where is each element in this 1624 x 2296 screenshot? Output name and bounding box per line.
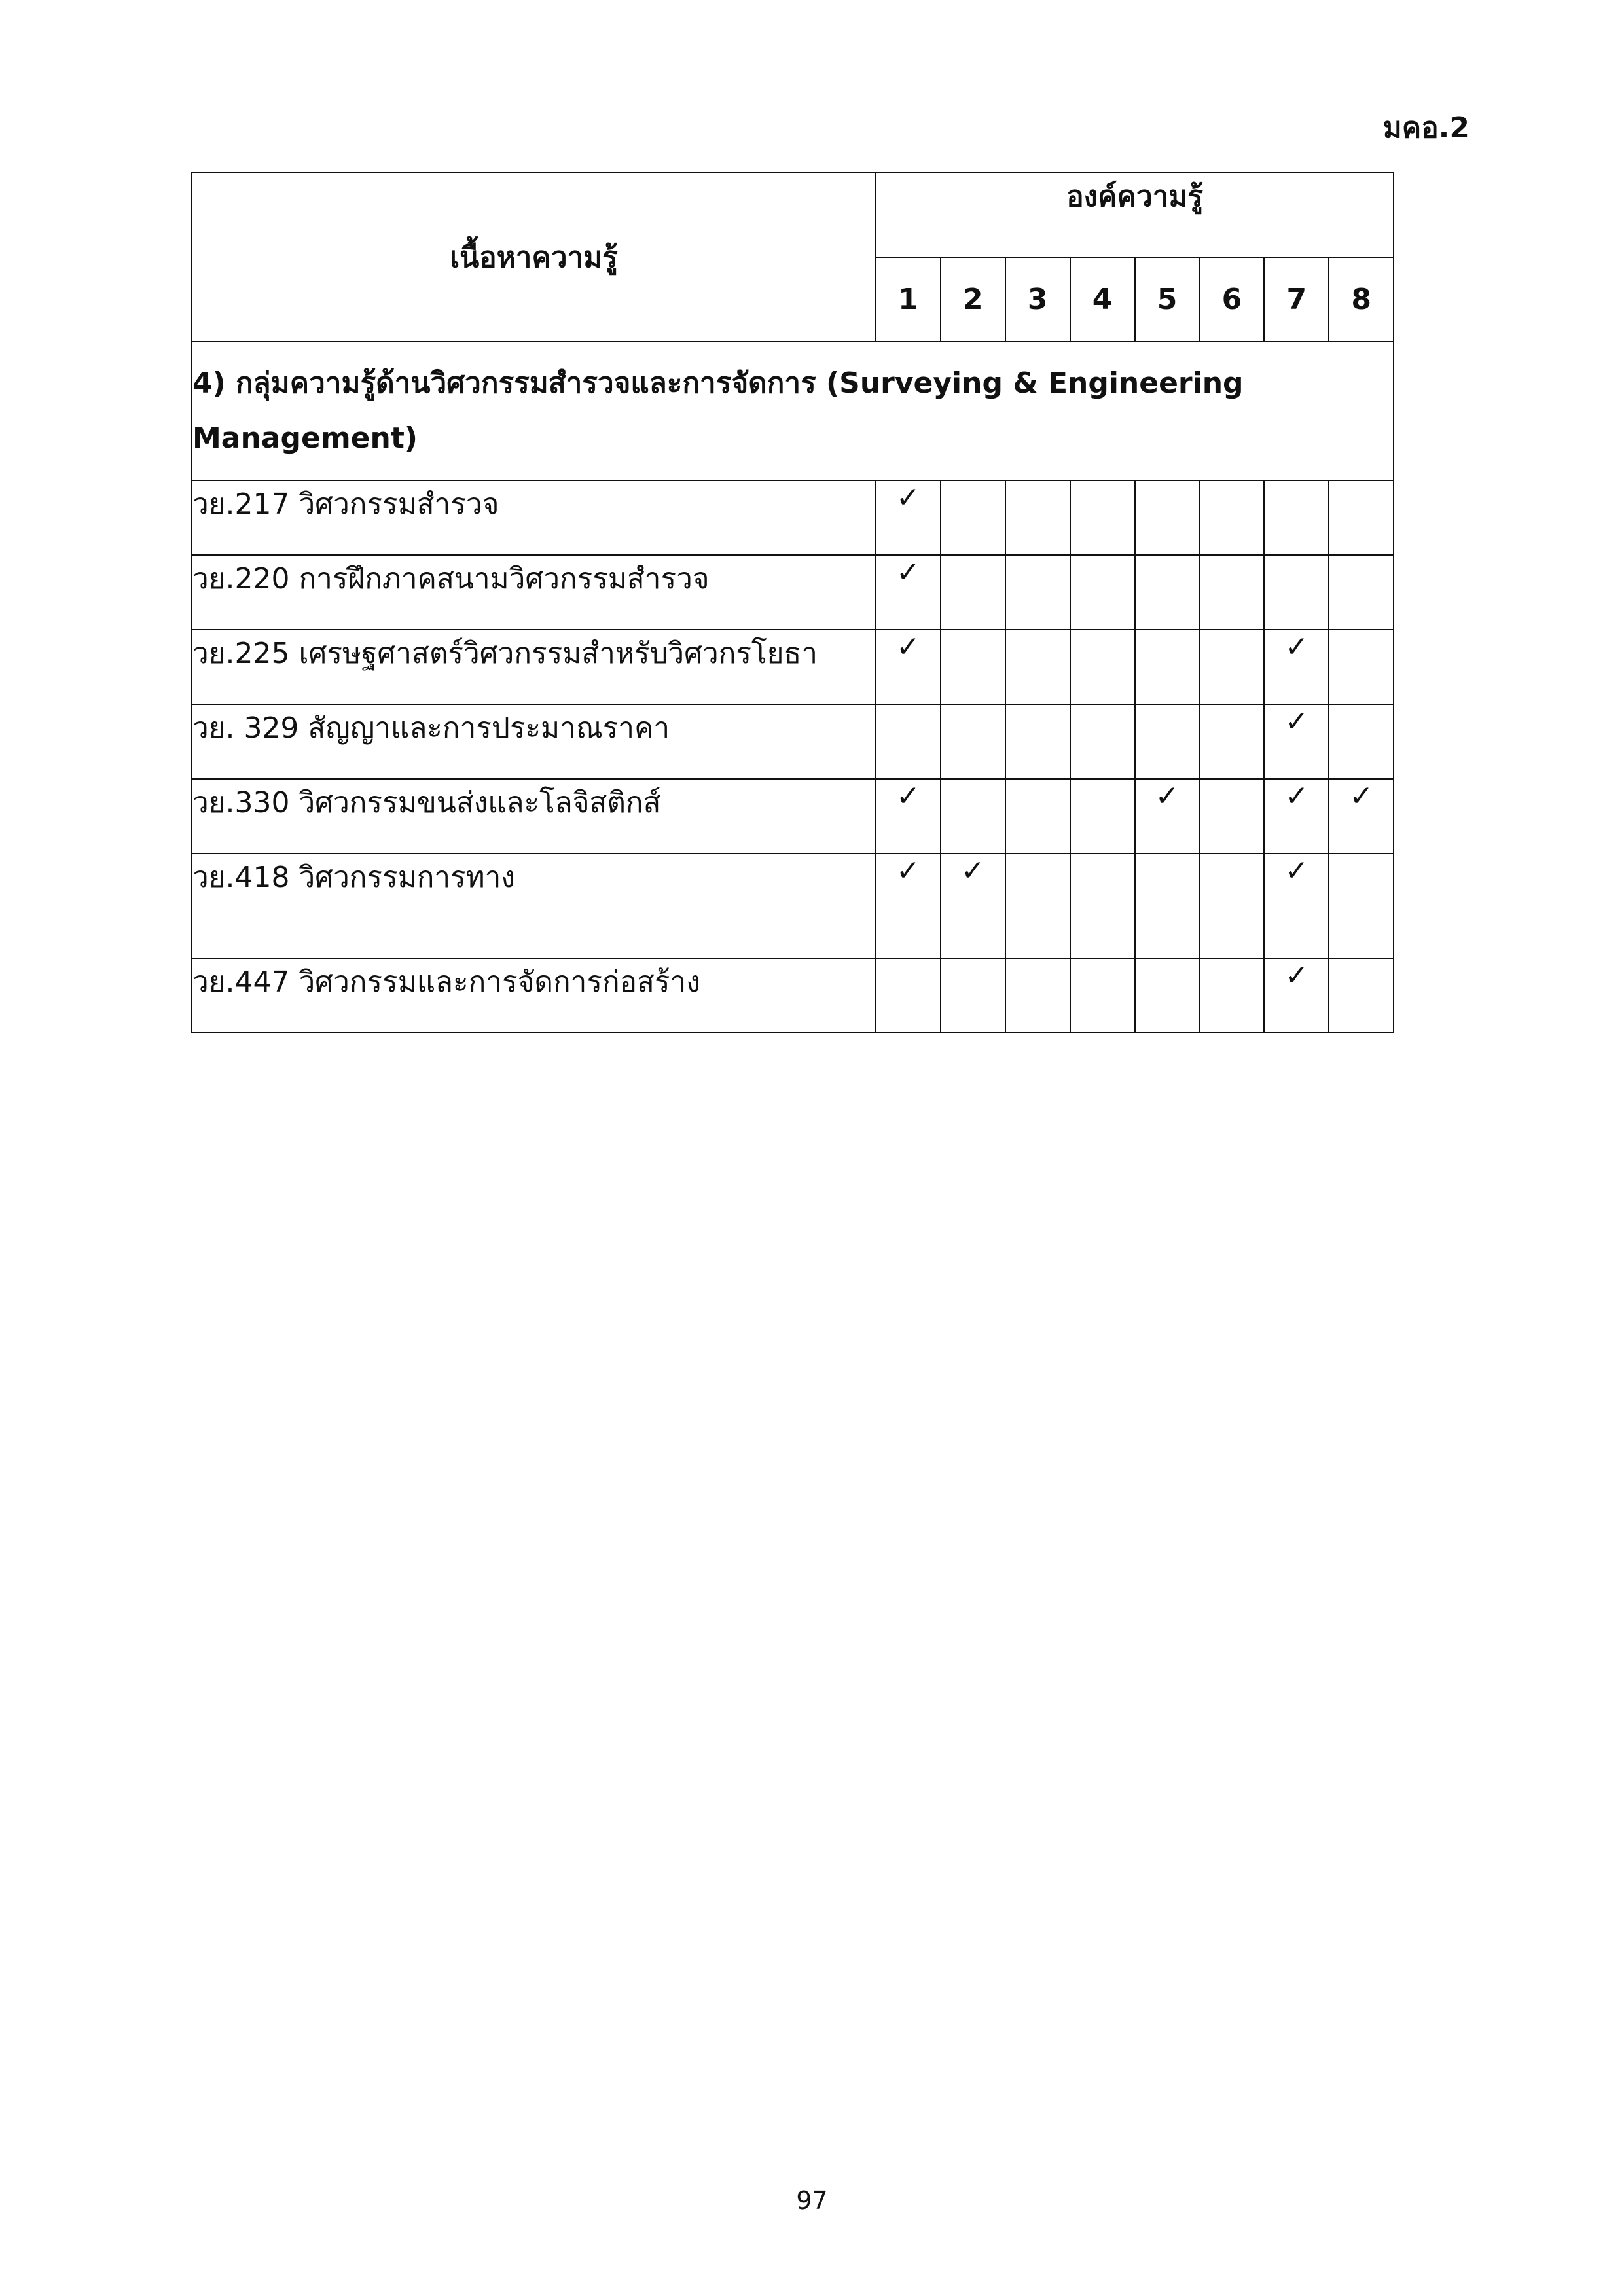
- empty-cell: [876, 958, 941, 1033]
- course-name: วย.217 วิศวกรรมสำรวจ: [192, 480, 876, 555]
- empty-cell: [1135, 480, 1200, 555]
- section-title: 4) กลุ่มความรู้ด้านวิศวกรรมสำรวจและการจัดการ (Surveying & Engineering Management): [192, 342, 1394, 480]
- check-mark-icon: ✓: [1264, 630, 1329, 704]
- form-code: มคอ.2: [1382, 111, 1470, 145]
- page-number: 97: [796, 2186, 828, 2215]
- empty-cell: [1070, 480, 1135, 555]
- knowledge-header: องค์ความรู้: [876, 173, 1394, 257]
- empty-cell: [1135, 630, 1200, 704]
- course-name: วย.225 เศรษฐศาสตร์วิศวกรรมสำหรับวิศวกรโยธา: [192, 630, 876, 704]
- empty-cell: [1329, 704, 1394, 779]
- check-mark-icon: ✓: [876, 779, 941, 853]
- empty-cell: [1329, 555, 1394, 630]
- course-name: วย.330 วิศวกรรมขนส่งและโลจิสติกส์: [192, 779, 876, 853]
- empty-cell: [1005, 480, 1070, 555]
- empty-cell: [1329, 958, 1394, 1033]
- empty-cell: [1005, 779, 1070, 853]
- check-mark-icon: ✓: [876, 555, 941, 630]
- empty-cell: [1199, 704, 1264, 779]
- empty-cell: [1199, 630, 1264, 704]
- check-mark-icon: ✓: [1264, 853, 1329, 958]
- table-row: [192, 480, 1394, 555]
- empty-cell: [941, 779, 1005, 853]
- empty-cell: [1199, 555, 1264, 630]
- course-name: วย.418 วิศวกรรมการทาง: [192, 853, 876, 958]
- empty-cell: [941, 555, 1005, 630]
- table-row: [192, 779, 1394, 853]
- empty-cell: [941, 704, 1005, 779]
- empty-cell: [1135, 555, 1200, 630]
- empty-cell: [1005, 630, 1070, 704]
- course-name: วย.447 วิศวกรรมและการจัดการก่อสร้าง: [192, 958, 876, 1033]
- check-mark-icon: ✓: [876, 480, 941, 555]
- empty-cell: [1070, 630, 1135, 704]
- table-row: [192, 630, 1394, 704]
- empty-cell: [1199, 853, 1264, 958]
- check-mark-icon: ✓: [941, 853, 1005, 958]
- course-name: วย. 329 สัญญาและการประมาณราคา: [192, 704, 876, 779]
- course-name: วย.220 การฝึกภาคสนามวิศวกรรมสำรวจ: [192, 555, 876, 630]
- empty-cell: [1329, 480, 1394, 555]
- knowledge-number-6: 6: [1199, 257, 1264, 342]
- knowledge-number-3: 3: [1005, 257, 1070, 342]
- empty-cell: [1070, 958, 1135, 1033]
- table-row: [192, 958, 1394, 1033]
- empty-cell: [1005, 704, 1070, 779]
- knowledge-number-4: 4: [1070, 257, 1135, 342]
- empty-cell: [1070, 555, 1135, 630]
- empty-cell: [1264, 480, 1329, 555]
- empty-cell: [1135, 853, 1200, 958]
- empty-cell: [1005, 958, 1070, 1033]
- check-mark-icon: ✓: [876, 853, 941, 958]
- check-mark-icon: ✓: [1329, 779, 1394, 853]
- empty-cell: [1135, 958, 1200, 1033]
- empty-cell: [1199, 480, 1264, 555]
- empty-cell: [941, 630, 1005, 704]
- table-row: [192, 853, 1394, 958]
- empty-cell: [1264, 555, 1329, 630]
- knowledge-number-2: 2: [941, 257, 1005, 342]
- knowledge-number-8: 8: [1329, 257, 1394, 342]
- empty-cell: [1329, 853, 1394, 958]
- check-mark-icon: ✓: [1135, 779, 1200, 853]
- empty-cell: [1199, 958, 1264, 1033]
- check-mark-icon: ✓: [1264, 958, 1329, 1033]
- empty-cell: [1070, 853, 1135, 958]
- knowledge-matrix-table: [191, 172, 1394, 1033]
- empty-cell: [1199, 779, 1264, 853]
- table-row: [192, 704, 1394, 779]
- empty-cell: [941, 480, 1005, 555]
- check-mark-icon: ✓: [1264, 779, 1329, 853]
- check-mark-icon: ✓: [1264, 704, 1329, 779]
- empty-cell: [941, 958, 1005, 1033]
- knowledge-number-5: 5: [1135, 257, 1200, 342]
- knowledge-number-7: 7: [1264, 257, 1329, 342]
- empty-cell: [1329, 630, 1394, 704]
- check-mark-icon: ✓: [876, 630, 941, 704]
- table-row: [192, 555, 1394, 630]
- empty-cell: [1070, 779, 1135, 853]
- content-header: เนื้อหาความรู้: [192, 173, 876, 342]
- empty-cell: [1005, 555, 1070, 630]
- empty-cell: [1070, 704, 1135, 779]
- empty-cell: [876, 704, 941, 779]
- section-row: [192, 342, 1394, 480]
- empty-cell: [1005, 853, 1070, 958]
- empty-cell: [1135, 704, 1200, 779]
- knowledge-number-1: 1: [876, 257, 941, 342]
